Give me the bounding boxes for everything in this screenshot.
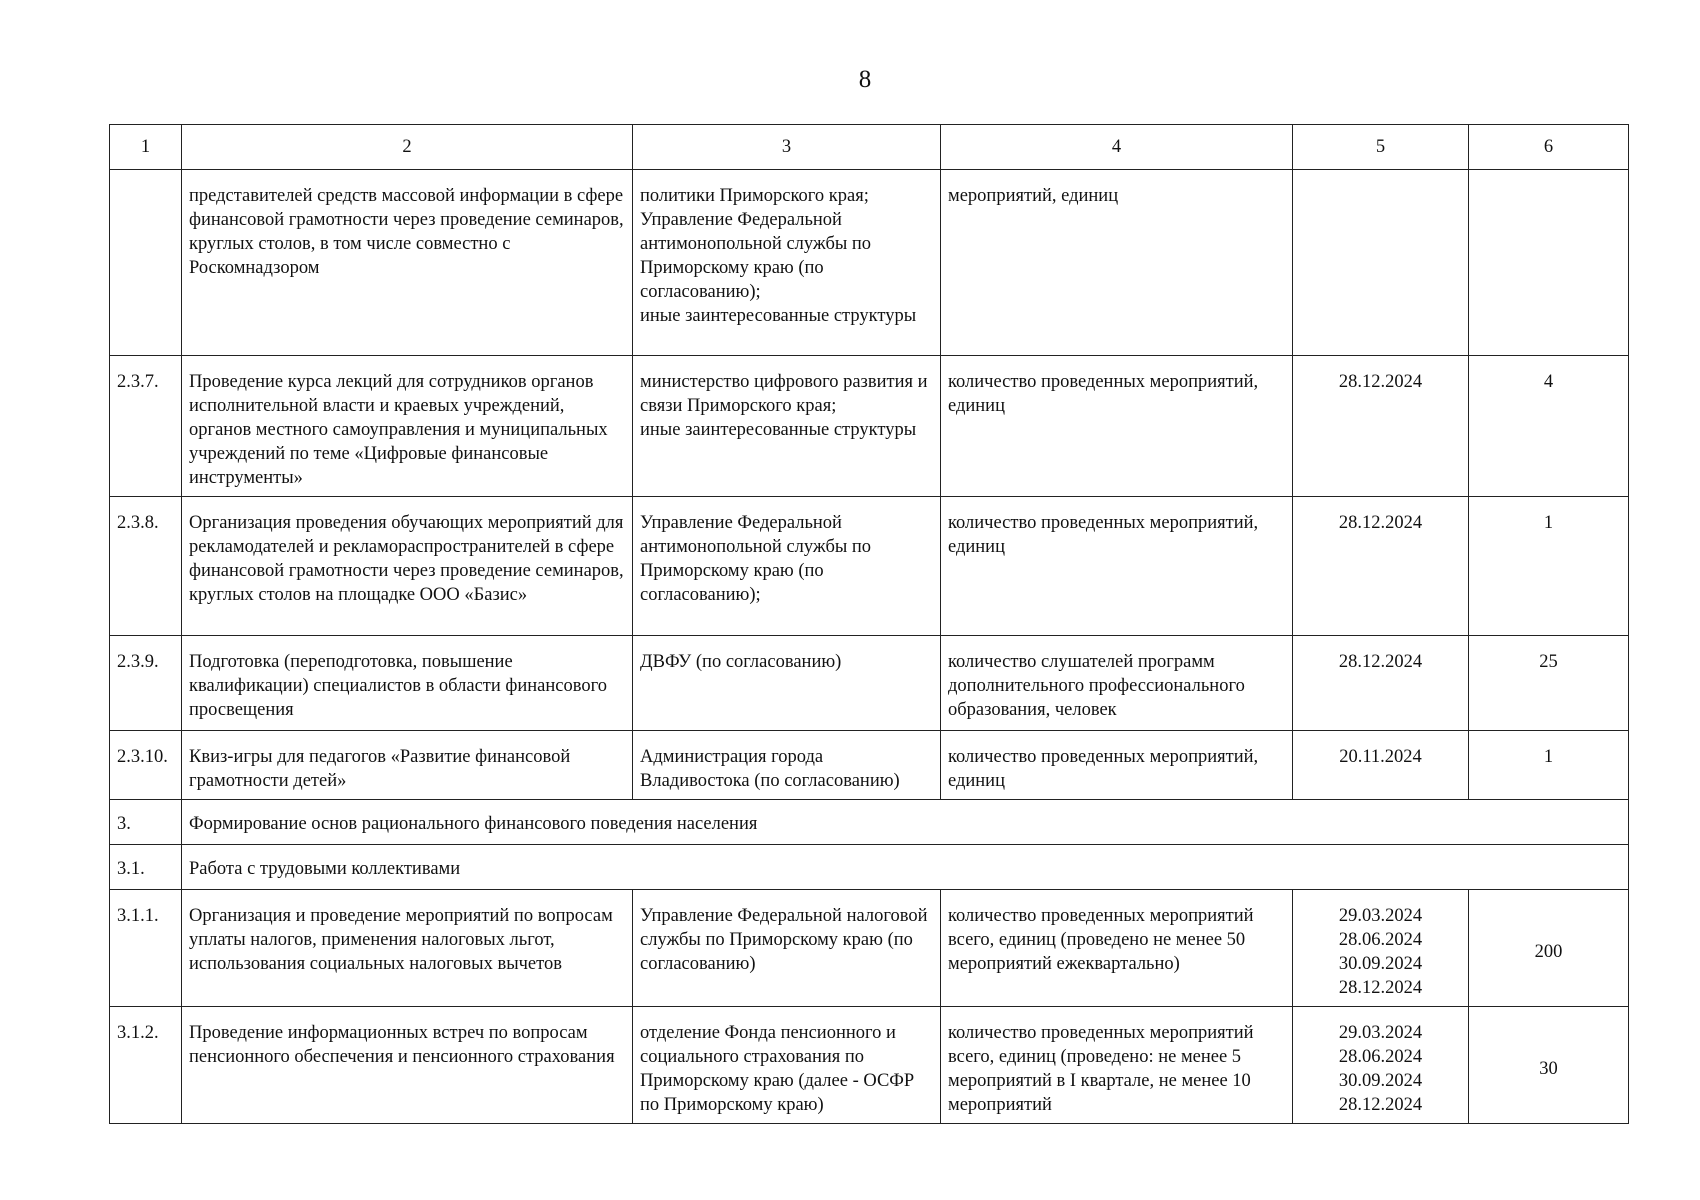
responsible-cell: ДВФУ (по согласованию) xyxy=(633,636,941,731)
activity-cell: Проведение информационных встреч по вопросам пенсионного обеспечения и пенсионного страхования xyxy=(182,1007,633,1124)
value-cell: 4 xyxy=(1469,356,1629,497)
indicator-cell: количество проведенных мероприятий, единиц xyxy=(941,497,1293,636)
value-cell xyxy=(1469,170,1629,356)
header-cell: 5 xyxy=(1293,125,1469,170)
table-row xyxy=(110,170,1629,356)
page-number: 8 xyxy=(858,66,872,93)
section-row xyxy=(110,800,1629,845)
activity-cell: Организация проведения обучающих мероприятий для рекламодателей и рекламораспространителей в сфере финансовой грамотности через проведение семинаров, круглых столов на площадке ООО «Базис» xyxy=(182,497,633,636)
deadline-cell: 29.03.2024 28.06.2024 30.09.2024 28.12.2024 xyxy=(1293,1007,1469,1124)
table-row xyxy=(110,636,1629,731)
activity-cell: Квиз-игры для педагогов «Развитие финансовой грамотности детей» xyxy=(182,731,633,800)
responsible-cell: отделение Фонда пенсионного и социального страхования по Приморскому краю (далее - ОСФР по Приморскому краю) xyxy=(633,1007,941,1124)
item-number: 3.1.1. xyxy=(110,890,182,1007)
header-cell: 3 xyxy=(633,125,941,170)
responsible-cell: министерство цифрового развития и связи Приморского края; иные заинтересованные структуры xyxy=(633,356,941,497)
table-row xyxy=(110,1007,1629,1124)
activity-cell: представителей средств массовой информации в сфере финансовой грамотности через проведение семинаров, круглых столов, в том числе совместно с Роскомнадзором xyxy=(182,170,633,356)
activity-cell: Подготовка (переподготовка, повышение квалификации) специалистов в области финансового просвещения xyxy=(182,636,633,731)
deadline-cell: 29.03.2024 28.06.2024 30.09.2024 28.12.2024 xyxy=(1293,890,1469,1007)
header-cell: 4 xyxy=(941,125,1293,170)
value-cell: 30 xyxy=(1469,1007,1629,1124)
indicator-cell: количество слушателей программ дополнительного профессионального образования, человек xyxy=(941,636,1293,731)
value-cell: 1 xyxy=(1469,497,1629,636)
section-title: Формирование основ рационального финансового поведения населения xyxy=(182,800,1629,845)
deadline-cell xyxy=(1293,170,1469,356)
item-number: 2.3.9. xyxy=(110,636,182,731)
responsible-cell: Администрация города Владивостока (по согласованию) xyxy=(633,731,941,800)
item-number: 3.1.2. xyxy=(110,1007,182,1124)
header-cell: 1 xyxy=(110,125,182,170)
table-row xyxy=(110,731,1629,800)
table-row xyxy=(110,497,1629,636)
indicator-cell: количество проведенных мероприятий, единиц xyxy=(941,356,1293,497)
deadline-cell: 20.11.2024 xyxy=(1293,731,1469,800)
deadline-cell: 28.12.2024 xyxy=(1293,356,1469,497)
responsible-cell: Управление Федеральной антимонопольной службы по Приморскому краю (по согласованию); xyxy=(633,497,941,636)
activity-cell: Организация и проведение мероприятий по вопросам уплаты налогов, применения налоговых льгот, использования социальных налоговых вычетов xyxy=(182,890,633,1007)
responsible-cell: политики Приморского края; Управление Федеральной антимонопольной службы по Приморскому краю (по согласованию); иные заинтересованные структуры xyxy=(633,170,941,356)
plan-table xyxy=(109,124,1629,1124)
value-cell: 1 xyxy=(1469,731,1629,800)
responsible-cell: Управление Федеральной налоговой службы по Приморскому краю (по согласованию) xyxy=(633,890,941,1007)
item-number xyxy=(110,170,182,356)
deadline-cell: 28.12.2024 xyxy=(1293,497,1469,636)
header-row xyxy=(110,125,1629,170)
value-cell: 200 xyxy=(1469,890,1629,1007)
section-title: Работа с трудовыми коллективами xyxy=(182,845,1629,890)
indicator-cell: количество проведенных мероприятий всего, единиц (проведено не менее 50 мероприятий ежеквартально) xyxy=(941,890,1293,1007)
section-number: 3.1. xyxy=(110,845,182,890)
deadline-cell: 28.12.2024 xyxy=(1293,636,1469,731)
indicator-cell: мероприятий, единиц xyxy=(941,170,1293,356)
activity-cell: Проведение курса лекций для сотрудников органов исполнительной власти и краевых учреждений, органов местного самоуправления и муниципальных учреждений по теме «Цифровые финансовые инструменты» xyxy=(182,356,633,497)
table-row xyxy=(110,356,1629,497)
section-number: 3. xyxy=(110,800,182,845)
item-number: 2.3.10. xyxy=(110,731,182,800)
indicator-cell: количество проведенных мероприятий, единиц xyxy=(941,731,1293,800)
header-cell: 2 xyxy=(182,125,633,170)
value-cell: 25 xyxy=(1469,636,1629,731)
indicator-cell: количество проведенных мероприятий всего, единиц (проведено: не менее 5 мероприятий в I квартале, не менее 10 мероприятий xyxy=(941,1007,1293,1124)
section-row xyxy=(110,845,1629,890)
table-row xyxy=(110,890,1629,1007)
item-number: 2.3.8. xyxy=(110,497,182,636)
header-cell: 6 xyxy=(1469,125,1629,170)
item-number: 2.3.7. xyxy=(110,356,182,497)
